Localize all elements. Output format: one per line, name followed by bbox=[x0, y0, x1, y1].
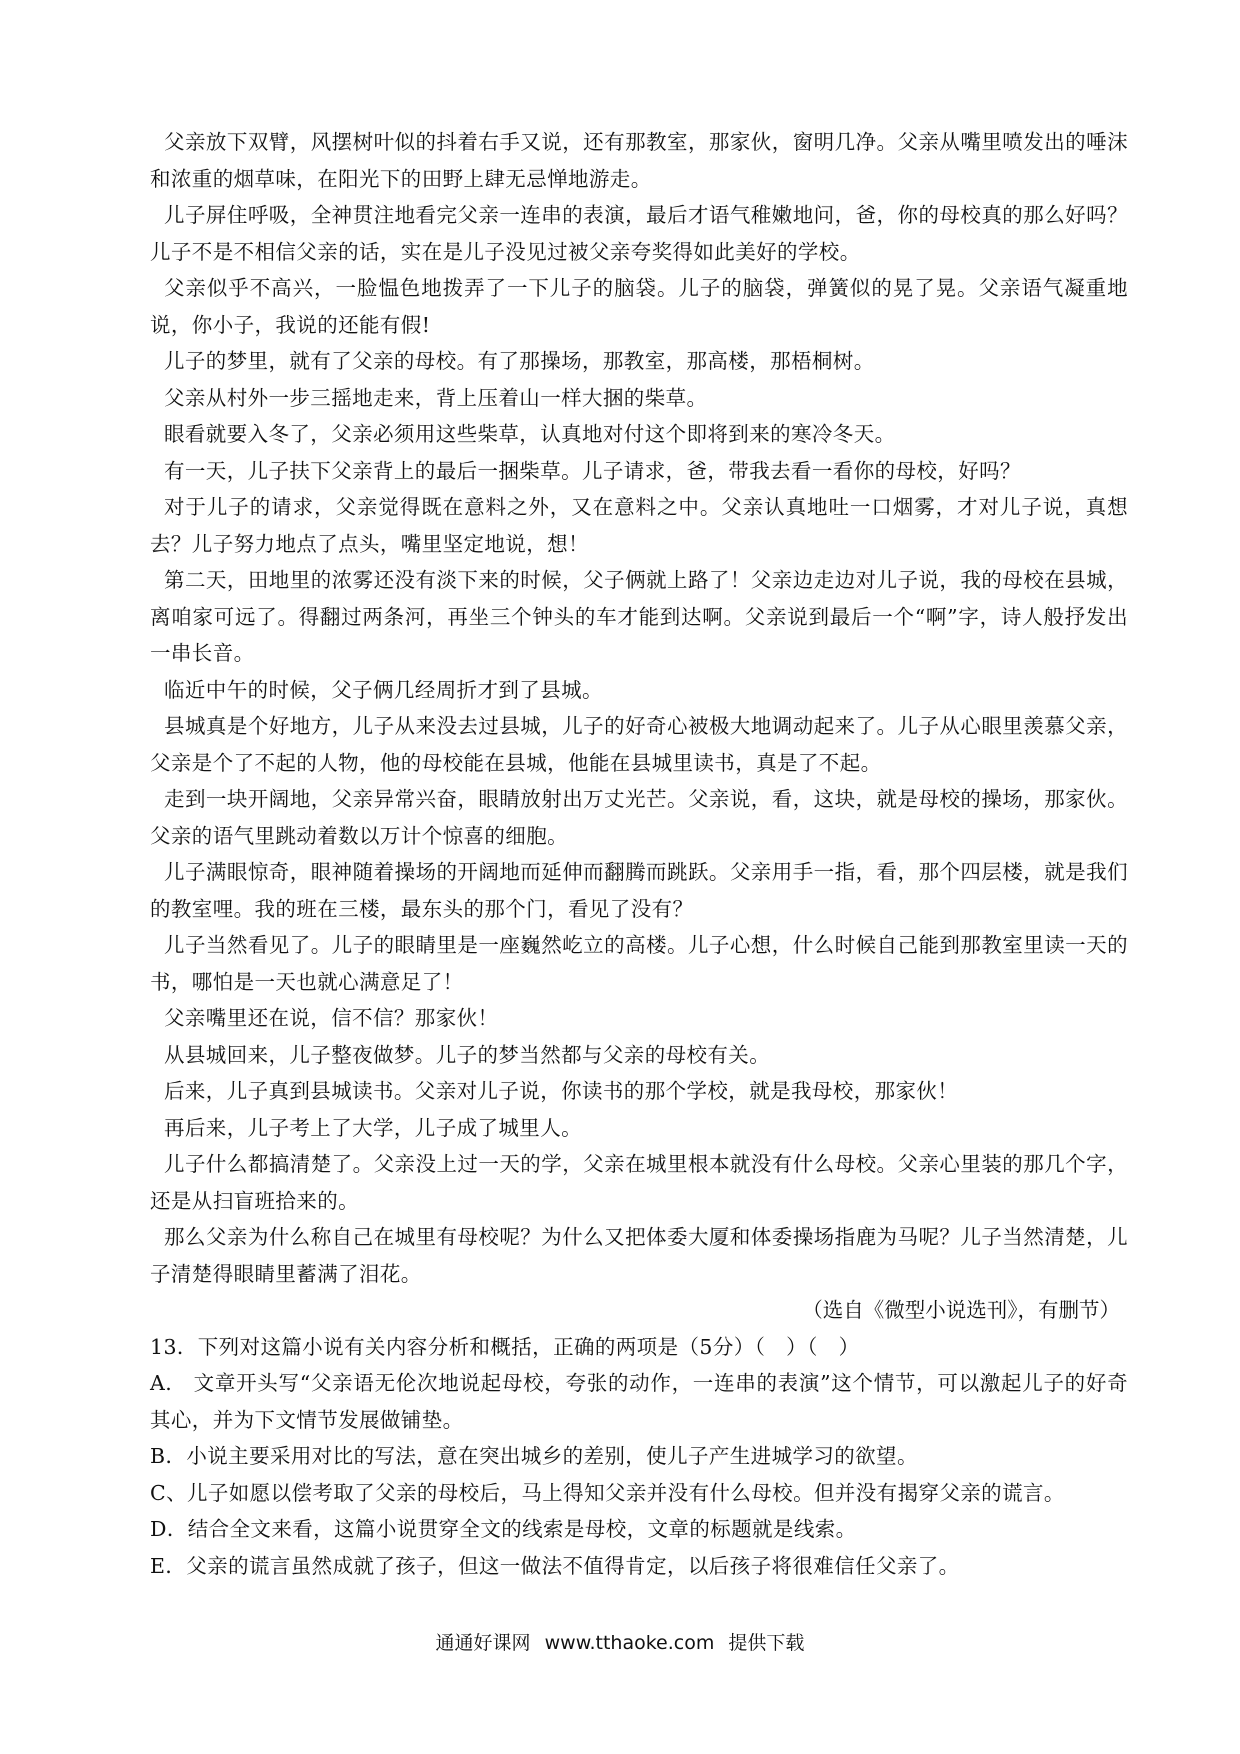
paragraph: 从县城回来，儿子整夜做梦。儿子的梦当然都与父亲的母校有关。 bbox=[164, 1042, 771, 1067]
paragraph: 父亲似乎不高兴，一脸愠色地拨弄了一下儿子的脑袋。儿子的脑袋，弹簧似的晃了晃。父亲语气凝重地说，你小子，我说的还能有假! bbox=[150, 276, 1128, 337]
footer-site-name: 通通好课网 bbox=[435, 1632, 531, 1654]
paragraph: 父亲从村外一步三摇地走来，背上压着山一样大捆的柴草。 bbox=[164, 385, 708, 410]
question-stem: 13．下列对这篇小说有关内容分析和概括，正确的两项是（5分）（ ）（ ） bbox=[150, 1334, 860, 1359]
paragraph: 儿子当然看见了。儿子的眼睛里是一座巍然屹立的高楼。儿子心想，什么时候自己能到那教室里读一天的书，哪怕是一天也就心满意足了！ bbox=[150, 933, 1128, 994]
answer-option-d: D．结合全文来看，这篇小说贯穿全文的线索是母校，文章的标题就是线索。 bbox=[150, 1517, 857, 1541]
paragraph: 有一天，儿子扶下父亲背上的最后一捆柴草。儿子请求，爸，带我去看一看你的母校，好吗？ bbox=[164, 458, 1021, 483]
paragraph: 再后来，儿子考上了大学，儿子成了城里人。 bbox=[164, 1115, 582, 1140]
answer-option-b: B．小说主要采用对比的写法，意在突出城乡的差别，使儿子产生进城学习的欲望。 bbox=[150, 1444, 918, 1468]
paragraph: 那么父亲为什么称自己在城里有母校呢？为什么又把体委大厦和体委操场指鹿为马呢？儿子当然清楚，儿子清楚得眼睛里蓄满了泪花。 bbox=[150, 1225, 1128, 1286]
paragraph: 眼看就要入冬了，父亲必须用这些柴草，认真地对付这个即将到来的寒冷冬天。 bbox=[164, 422, 896, 446]
paragraph: 儿子的梦里，就有了父亲的母校。有了那操场，那教室，那高楼，那梧桐树。 bbox=[164, 349, 875, 373]
article-body bbox=[150, 124, 1128, 1584]
paragraph: 县城真是个好地方，儿子从来没去过县城，儿子的好奇心被极大地调动起来了。儿子从心眼里羡慕父亲，父亲是个了不起的人物，他的母校能在县城，他能在县城里读书，真是了不起。 bbox=[150, 714, 1128, 775]
answer-option-c: C、儿子如愿以偿考取了父亲的母校后，马上得知父亲并没有什么母校。但并没有揭穿父亲的谎言。 bbox=[150, 1480, 1065, 1505]
paragraph: 儿子满眼惊奇，眼神随着操场的开阔地而延伸而翻腾而跳跃。父亲用手一指，看，那个四层楼，就是我们的教室哩。我的班在三楼，最东头的那个门，看见了没有？ bbox=[150, 860, 1128, 921]
question-block bbox=[150, 1329, 1128, 1585]
paragraph: 走到一块开阔地，父亲异常兴奋，眼睛放射出万丈光芒。父亲说，看，这块，就是母校的操场，那家伙。父亲的语气里跳动着数以万计个惊喜的细胞。 bbox=[150, 787, 1128, 848]
answer-option-a: A. 文章开头写“父亲语无伦次地说起母校，夸张的动作，一连串的表演”这个情节，可以激起儿子的好奇其心，并为下文情节发展做铺垫。 bbox=[150, 1371, 1128, 1432]
paragraph: 临近中午的时候，父子俩几经周折才到了县城。 bbox=[164, 677, 603, 702]
paragraph: 父亲嘴里还在说，信不信？那家伙！ bbox=[164, 1006, 499, 1030]
footer-url: www.tthaoke.com bbox=[544, 1632, 715, 1654]
page-footer bbox=[0, 1628, 1240, 1655]
source-citation: （选自《微型小说选刊》，有删节） bbox=[802, 1298, 1120, 1322]
footer-suffix: 提供下载 bbox=[728, 1632, 805, 1654]
paragraph: 对于儿子的请求，父亲觉得既在意料之外，又在意料之中。父亲认真地吐一口烟雾，才对儿子说，真想去？儿子努力地点了点头，嘴里坚定地说，想！ bbox=[150, 495, 1128, 556]
paragraph: 第二天，田地里的浓雾还没有淡下来的时候，父子俩就上路了！父亲边走边对儿子说，我的母校在县城，离咱家可远了。得翻过两条河，再坐三个钟头的车才能到达啊。父亲说到最后一个“啊”字，诗人般抒发出一串长音。 bbox=[150, 568, 1128, 665]
paragraph: 儿子屏住呼吸，全神贯注地看完父亲一连串的表演，最后才语气稚嫩地问，爸，你的母校真的那么好吗？儿子不是不相信父亲的话，实在是儿子没见过被父亲夸奖得如此美好的学校。 bbox=[150, 203, 1128, 264]
answer-option-e: E．父亲的谎言虽然成就了孩子，但这一做法不值得肯定，以后孩子将很难信任父亲了。 bbox=[150, 1553, 960, 1578]
paragraph: 父亲放下双臂，风摆树叶似的抖着右手又说，还有那教室，那家伙，窗明几净。父亲从嘴里喷发出的唾沫和浓重的烟草味，在阳光下的田野上肆无忌惮地游走。 bbox=[150, 130, 1128, 191]
paragraph: 儿子什么都搞清楚了。父亲没上过一天的学，父亲在城里根本就没有什么母校。父亲心里装的那几个字，还是从扫盲班拾来的。 bbox=[150, 1152, 1128, 1213]
paragraph: 后来，儿子真到县城读书。父亲对儿子说，你读书的那个学校，就是我母校，那家伙！ bbox=[164, 1079, 959, 1103]
